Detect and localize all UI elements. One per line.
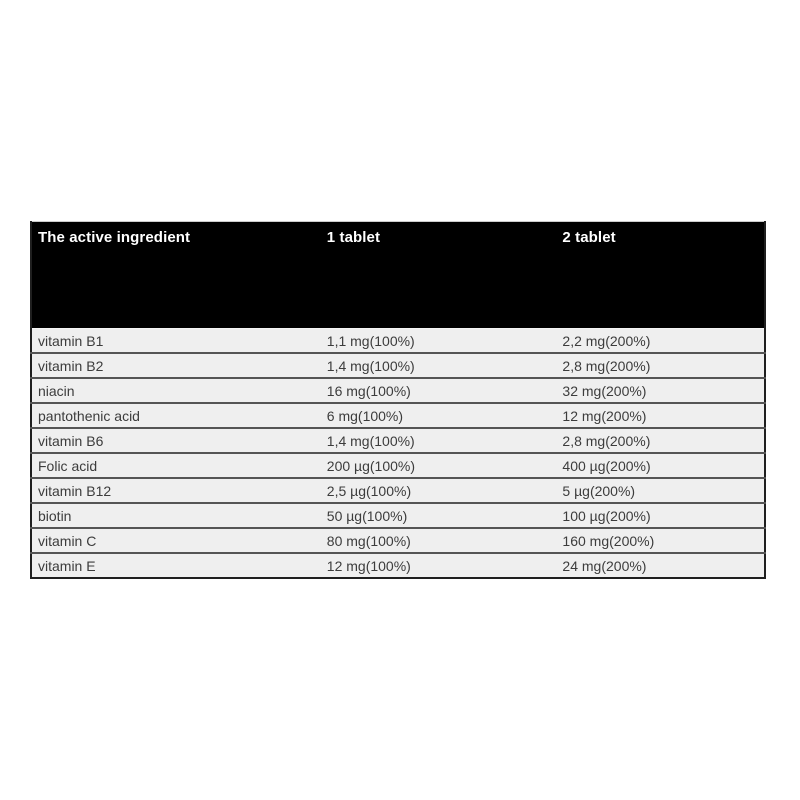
value-2-tablet: 160 mg(200%) [556, 528, 765, 553]
ingredient-name: pantothenic acid [31, 403, 321, 428]
value-2-tablet: 32 mg(200%) [556, 378, 765, 403]
ingredient-name: Folic acid [31, 453, 321, 478]
value-1-tablet: 1,4 mg(100%) [321, 353, 557, 378]
table-row [31, 553, 765, 578]
value-2-tablet: 2,8 mg(200%) [556, 428, 765, 453]
value-2-tablet: 2,8 mg(200%) [556, 353, 765, 378]
ingredient-name: biotin [31, 503, 321, 528]
ingredient-name: vitamin B1 [31, 329, 321, 354]
table-row [31, 329, 765, 354]
value-2-tablet: 12 mg(200%) [556, 403, 765, 428]
value-2-tablet: 5 µg(200%) [556, 478, 765, 503]
value-2-tablet: 100 µg(200%) [556, 503, 765, 528]
table-header-row [31, 222, 765, 329]
ingredient-name: vitamin B2 [31, 353, 321, 378]
ingredient-name: vitamin C [31, 528, 321, 553]
value-1-tablet: 6 mg(100%) [321, 403, 557, 428]
table-row [31, 453, 765, 478]
value-1-tablet: 80 mg(100%) [321, 528, 557, 553]
nutrition-facts-table [30, 221, 766, 579]
value-1-tablet: 1,4 mg(100%) [321, 428, 557, 453]
ingredient-name: niacin [31, 378, 321, 403]
value-1-tablet: 50 µg(100%) [321, 503, 557, 528]
table-row [31, 503, 765, 528]
table-row [31, 403, 765, 428]
value-1-tablet: 200 µg(100%) [321, 453, 557, 478]
table-row [31, 353, 765, 378]
value-2-tablet: 24 mg(200%) [556, 553, 765, 578]
value-1-tablet: 16 mg(100%) [321, 378, 557, 403]
value-2-tablet: 400 µg(200%) [556, 453, 765, 478]
ingredient-name: vitamin E [31, 553, 321, 578]
value-1-tablet: 12 mg(100%) [321, 553, 557, 578]
value-2-tablet: 2,2 mg(200%) [556, 329, 765, 354]
table-row [31, 378, 765, 403]
table-row [31, 428, 765, 453]
table-row [31, 478, 765, 503]
table-row [31, 528, 765, 553]
ingredient-name: vitamin B6 [31, 428, 321, 453]
ingredient-name: vitamin B12 [31, 478, 321, 503]
header-2-tablet: 2 tablet [556, 222, 765, 329]
header-1-tablet: 1 tablet [321, 222, 557, 329]
header-active-ingredient: The active ingredient [31, 222, 321, 329]
value-1-tablet: 1,1 mg(100%) [321, 329, 557, 354]
value-1-tablet: 2,5 µg(100%) [321, 478, 557, 503]
